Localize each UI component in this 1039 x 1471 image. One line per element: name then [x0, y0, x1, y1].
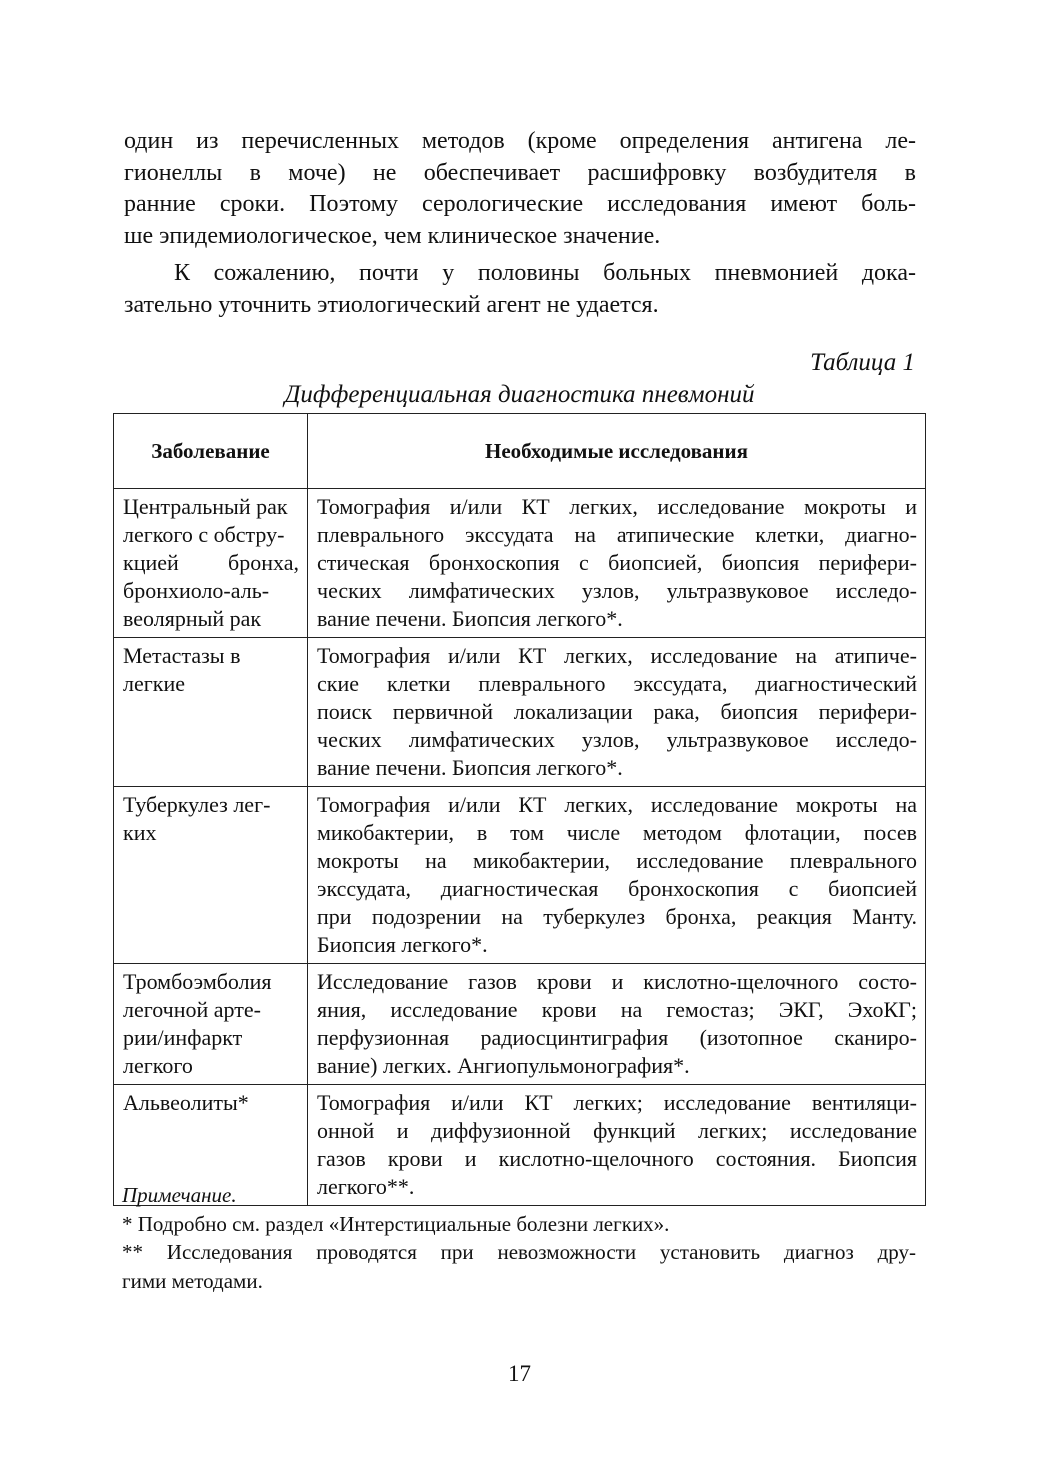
table-label: Таблица 1 [810, 349, 915, 376]
cell-line: ческих лимфатических узлов, ультразвуковое исследо- [317, 578, 917, 603]
text-line: зательно уточнить этиологический агент не удается. [124, 291, 659, 318]
cell-line: при подозрении на туберкулез бронха, реакция Манту. [317, 904, 917, 929]
cell-line: онной и диффузионной функций легких; исследование [317, 1118, 917, 1143]
cell-line: Томография и/или КТ легких; исследование вентиляци- [317, 1090, 917, 1115]
disease-cell [114, 489, 308, 638]
cell-line: микобактерии, в том числе методом флотации, посев [317, 820, 917, 845]
table-row [114, 964, 926, 1085]
body-paragraph-1 [124, 126, 916, 252]
cell-line: Томография и/или КТ легких, исследование мокроты и [317, 494, 917, 519]
cell-line: Центральный рак [123, 494, 288, 519]
cell-line: легкого с обстру- [123, 522, 285, 547]
diagnostics-table [113, 413, 926, 1206]
table-row [114, 638, 926, 787]
table-notes [122, 1181, 916, 1295]
cell-line: Альвеолиты* [123, 1090, 249, 1115]
cell-line: ческих лимфатических узлов, ультразвуковое исследо- [317, 727, 917, 752]
page-number: 17 [508, 1361, 531, 1386]
body-paragraph-2 [124, 258, 916, 321]
cell-line: ких [123, 820, 157, 845]
header-disease: Заболевание [114, 414, 308, 489]
cell-line: легкие [123, 671, 185, 696]
note-line: ** Исследования проводятся при невозможности установить диагноз дру- [122, 1240, 916, 1264]
cell-line: легкого**. [317, 1174, 415, 1199]
cell-line: Томография и/или КТ легких, исследование мокроты на [317, 792, 917, 817]
cell-line: ские клетки плеврального экссудата, диагностический [317, 671, 917, 696]
cell-line: перфузионная радиосцинтиграфия (изотопное сканиро- [317, 1025, 917, 1050]
text-line: один из перечисленных методов (кроме определения антигена ле- [124, 128, 916, 154]
cell-line: Туберкулез лег- [123, 792, 271, 817]
table-header-row [114, 414, 926, 489]
table-row [114, 787, 926, 964]
text-line: гионеллы в моче) не обеспечивает расшифровку возбудителя в [124, 159, 916, 186]
cell-line: поиск первичной локализации рака, биопсия перифери- [317, 699, 917, 724]
tests-cell [308, 964, 926, 1085]
cell-line: Метастазы в [123, 643, 241, 668]
tests-cell [308, 638, 926, 787]
cell-line: легкого [123, 1053, 193, 1078]
text-line: ранние сроки. Поэтому серологические исследования имеют боль- [124, 191, 916, 217]
cell-line: кцией бронха, [123, 550, 299, 575]
cell-line: легочной арте- [123, 997, 261, 1022]
cell-line: вание) легких. Ангиопульмонография*. [317, 1053, 690, 1078]
cell-line: Биопсия легкого*. [317, 932, 488, 957]
cell-line: Исследование газов крови и кислотно-щелочного состо- [317, 969, 917, 994]
cell-line: Томография и/или КТ легких, исследование на атипиче- [317, 643, 917, 668]
disease-cell [114, 787, 308, 964]
tests-cell [308, 787, 926, 964]
cell-line: плеврального экссудата на атипические клетки, диагно- [317, 522, 917, 547]
cell-line: бронхиоло-аль- [123, 578, 270, 603]
cell-line: веолярный рак [123, 606, 262, 631]
disease-cell [114, 638, 308, 787]
table-title: Дифференциальная диагностика пневмоний [284, 381, 755, 408]
cell-line: Тромбоэмболия [123, 969, 272, 994]
cell-line: рии/инфаркт [123, 1025, 243, 1050]
note-line: гими методами. [122, 1268, 263, 1293]
cell-line: яния, исследование крови на гемостаз; ЭКГ, ЭхоКГ; [317, 997, 917, 1022]
note-line: * Подробно см. раздел «Интерстициальные болезни легких». [122, 1211, 670, 1236]
cell-line: газов крови и кислотно-щелочного состояния. Биопсия [317, 1146, 917, 1171]
cell-line: стическая бронхоскопия с биопсией, биопсия перифери- [317, 550, 917, 575]
cell-line: экссудата, диагностическая бронхоскопия с биопсией [317, 876, 917, 901]
header-tests: Необходимые исследования [308, 414, 926, 489]
cell-line: вание печени. Биопсия легкого*. [317, 755, 623, 780]
text-line: ше эпидемиологическое, чем клиническое значение. [124, 222, 661, 249]
disease-cell [114, 964, 308, 1085]
table-row [114, 489, 926, 638]
text-line: К сожалению, почти у половины больных пневмонией дока- [174, 260, 916, 286]
cell-line: мокроты на микобактерии, исследование плеврального [317, 848, 917, 873]
notes-title: Примечание. [122, 1183, 237, 1207]
tests-cell [308, 489, 926, 638]
cell-line: вание печени. Биопсия легкого*. [317, 606, 623, 631]
